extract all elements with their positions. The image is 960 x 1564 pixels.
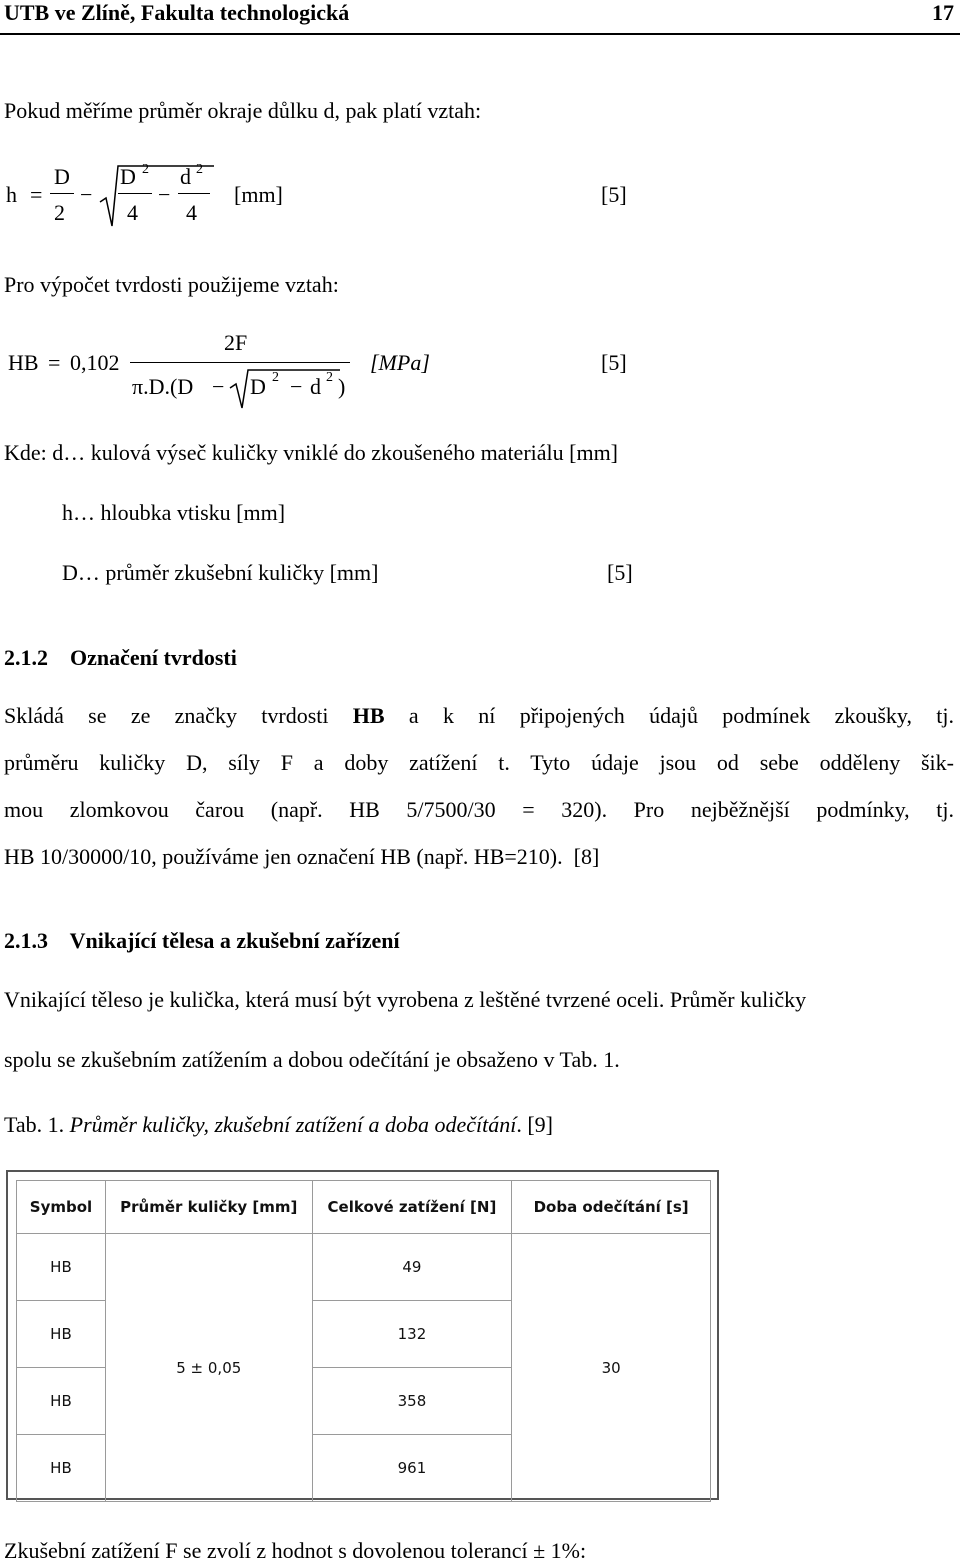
eq2-minus-2: − (290, 374, 303, 399)
eq1-reference: [5] (601, 182, 627, 207)
paragraph-load-tolerance: Zkušební zatížení F se zvolí z hodnot s dovolenou tolerancí ± 1%: (4, 1538, 587, 1563)
definition-D: D… průměr zkušební kuličky [mm] (62, 560, 379, 585)
caption-prefix: Tab. 1. (4, 1112, 65, 1137)
sec213-line-2: spolu se zkušebním zatížením a dobou odečítání je obsaženo v Tab. 1. (4, 1047, 620, 1072)
eq2-reference: [5] (601, 350, 627, 375)
definition-reference: [5] (607, 560, 633, 585)
eq1-fraction-bar-3 (178, 193, 210, 194)
eq2-fraction-bar (130, 362, 350, 363)
definition-h: h… hloubka vtisku [mm] (62, 500, 286, 525)
eq1-den3: 4 (186, 200, 197, 225)
eq1-den2: 4 (127, 200, 138, 225)
eq2-den-c-exp: 2 (326, 370, 333, 385)
eq2-lhs: HB (8, 350, 39, 375)
table-row (17, 1234, 711, 1301)
sec212-line-1-hb: HB (352, 703, 385, 728)
eq2-numerator: 2F (224, 330, 248, 355)
page-number: 17 (932, 0, 954, 25)
sec212-line-1 (4, 703, 954, 729)
table-cell-diameter: 5 ± 0,05 (105, 1234, 312, 1502)
eq1-equals: = (30, 182, 43, 207)
table-header-load: Celkové zatížení [N] (312, 1181, 512, 1234)
ball-diameter-table (16, 1180, 711, 1502)
caption-title: Průměr kuličky, zkušební zatížení a doba odečítání (69, 1112, 517, 1137)
eq1-num2: D (120, 164, 136, 189)
table-cell-load: 132 (312, 1301, 512, 1368)
sec212-line-1c: a k ní připojených údajů podmínek zkoušky, tj. (408, 703, 954, 728)
paragraph-intro: Pokud měříme průměr okraje důlku d, pak platí vztah: (4, 98, 482, 123)
eq2-equals: = (48, 350, 61, 375)
table-header-row (17, 1181, 711, 1234)
table-header-time: Doba odečítání [s] (512, 1181, 711, 1234)
paragraph-hardness-formula-intro: Pro výpočet tvrdosti použijeme vztah: (4, 272, 339, 297)
eq1-den1: 2 (54, 200, 65, 225)
sec212-line-3: mou zlomkovou čarou (např. HB 5/7500/30 = 320). Pro nejběžnější podmínky, tj. (4, 797, 954, 822)
caption-suffix: . [9] (516, 1112, 553, 1137)
header-rule (0, 33, 960, 35)
eq2-unit: [MPa] (370, 350, 430, 375)
equation-depth (0, 160, 700, 230)
eq1-minus-2: − (158, 182, 171, 207)
sec213-line-1: Vnikající těleso je kulička, která musí být vyrobena z leštěné tvrzené oceli. Průměr kuličky (4, 987, 807, 1012)
sec212-line-4: HB 10/30000/10, používáme jen označení HB (např. HB=210). [8] (4, 844, 600, 869)
table-cell-load: 961 (312, 1435, 512, 1502)
table-cell-load: 358 (312, 1368, 512, 1435)
eq1-fraction-bar-1 (50, 193, 74, 194)
definition-d: Kde: d… kulová výseč kuličky vniklé do zkoušeného materiálu [mm] (4, 440, 619, 465)
table-cell-symbol: HB (17, 1368, 106, 1435)
eq1-exp3: 2 (196, 162, 203, 177)
eq1-minus-1: − (80, 182, 93, 207)
table-header-symbol: Symbol (17, 1181, 106, 1234)
table-cell-symbol: HB (17, 1234, 106, 1301)
eq1-unit: [mm] (234, 182, 283, 207)
eq1-exp2: 2 (142, 162, 149, 177)
eq1-lhs: h (6, 182, 17, 207)
sec212-line-2: průměru kuličky D, síly F a doby zatížení t. Tyto údaje jsou od sebe odděleny šik- (4, 750, 954, 775)
eq2-minus-1: − (212, 374, 225, 399)
table-cell-load: 49 (312, 1234, 512, 1301)
section-heading-2-1-3: 2.1.3 Vnikající tělesa a zkušební zařízení (4, 928, 400, 953)
eq1-num3: d (180, 164, 191, 189)
eq2-den-b-exp: 2 (272, 370, 279, 385)
table-figure (6, 1170, 719, 1500)
eq2-den-c: d (310, 374, 321, 399)
eq2-coefficient: 0,102 (70, 350, 120, 375)
eq2-den-close: ) (338, 374, 346, 399)
document-header-title: UTB ve Zlíně, Fakulta technologická (4, 0, 350, 25)
eq2-den-a: π.D.(D (132, 374, 194, 399)
table-cell-symbol: HB (17, 1435, 106, 1502)
table-cell-symbol: HB (17, 1301, 106, 1368)
equation-brinell (0, 330, 700, 410)
eq2-den-b: D (250, 374, 266, 399)
table-cell-time: 30 (512, 1234, 711, 1502)
eq1-num1: D (54, 164, 70, 189)
table-caption (4, 1112, 553, 1138)
table-header-diameter: Průměr kuličky [mm] (105, 1181, 312, 1234)
section-heading-2-1-2: 2.1.2 Označení tvrdosti (4, 645, 237, 670)
sec212-line-1a: Skládá se ze značky tvrdosti (4, 703, 329, 728)
eq1-fraction-bar-2 (118, 193, 152, 194)
